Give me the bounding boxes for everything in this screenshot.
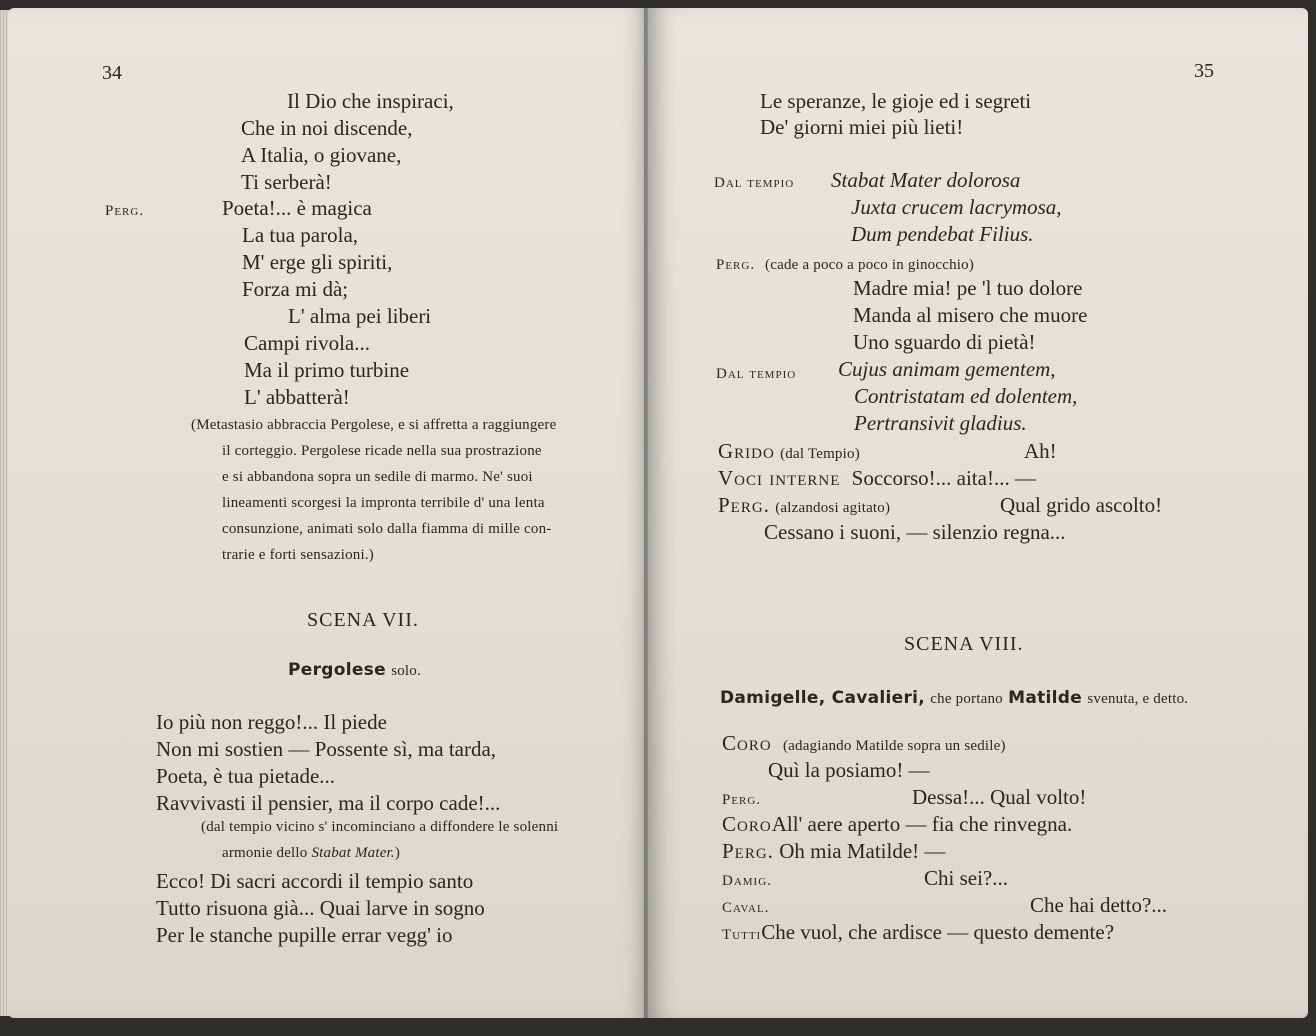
page-number-right: 35 [1194,60,1214,82]
stage-direction: (dal tempio vicino s' incominciano a diffondere le solenni [201,819,559,835]
verse-line: L' abbatterà! [244,385,350,409]
speaker-perg: Perg. [105,203,145,219]
dialogue-text: Chi sei?... [924,866,1008,890]
speaker-caval: Caval. [722,900,770,916]
cast-name-matilde: Matilde [1008,688,1083,708]
verse-line: Manda al misero che muore [853,303,1088,327]
cast-names: Damigelle, Cavalieri, [720,688,926,708]
verse-line: Madre mia! pe 'l tuo dolore [853,276,1083,300]
latin-line: Contristatam ed dolentem, [854,384,1078,408]
verse-line: A Italia, o giovane, [241,143,402,167]
dialogue-text: Oh mia Matilde! — [779,839,946,863]
stage-direction: (Metastasio abbraccia Pergolese, e si affretta a raggiungere [191,417,557,433]
stage-direction: (dal Tempio) [780,446,860,462]
monologue-line: Per le stanche pupille errar vegg' io [156,923,453,947]
verse-line: Forza mi dà; [242,277,349,301]
verse-line: De' giorni miei più lieti! [760,115,964,139]
direction-title: Stabat Mater. [311,845,395,861]
stage-direction: trarie e forti sensazioni.) [222,547,375,563]
stage-direction: (cade a poco a poco in ginocchio) [765,257,975,273]
speaker-line [722,838,945,864]
verse-line: L' alma pei liberi [288,304,432,328]
latin-line: Cujus animam gementem, [838,357,1056,381]
monologue-line: Io più non reggo!... Il piede [156,710,387,734]
speaker-line [722,811,1072,837]
monologue-line: Non mi sostien — Possente sì, ma tarda, [156,737,497,761]
speaker-line [722,919,1114,948]
stage-direction: lineamenti scorgesi la impronta terribile d' una lenta [222,495,545,511]
stage-direction: (adagiando Matilde sopra un sedile) [782,738,1006,754]
dialogue-text: Quì la posiamo! — [768,758,930,782]
verse-line: Poeta!... è magica [222,196,372,220]
verse-line: Uno sguardo di pietà! [853,330,1036,354]
cast-note: solo. [391,663,421,679]
monologue-line: Ravvivasti il pensier, ma il corpo cade!... [156,791,501,815]
latin-line: Pertransivit gladius. [854,411,1027,435]
scene-title-vii: SCENA VII. [307,609,419,631]
speaker-damig: Damig. [722,873,772,889]
scene-title-viii: SCENA VIII. [904,633,1024,655]
stage-direction: consunzione, animati solo dalla fiamma di mille con- [222,521,552,537]
dialogue-text: Dessa!... Qual volto! [912,785,1087,809]
scene-cast [288,655,421,684]
stage-direction: il corteggio. Pergolese ricade nella sua prostrazione [222,443,542,459]
monologue-line: Ecco! Di sacri accordi il tempio santo [156,869,474,893]
verse-line: La tua parola, [242,223,359,247]
cast-name-pergolese: Pergolese [288,660,386,680]
stage-direction: (alzandosi agitato) [775,500,891,516]
speaker-coro: Coro [722,812,772,836]
direction-close: ) [394,845,401,861]
dialogue-text: Soccorso!... aita!... — [851,466,1036,490]
dialogue-text: Che hai detto?... [1030,893,1168,917]
latin-line: Stabat Mater dolorosa [831,168,1021,192]
speaker-perg: Perg. [718,493,770,517]
left-page [8,8,648,1018]
monologue-line: Tutto risuona già... Quai larve in sogno [156,896,485,920]
stage-direction [222,840,400,866]
dialogue-text: All' aere aperto — fia che rinvegna. [771,812,1073,836]
speaker-tutti: Tutti [722,927,762,943]
dialogue-text: Qual grido ascolto! [1000,493,1163,517]
stage-direction: e si abbandona sopra un sedile di marmo. Ne' suoi [222,469,533,485]
speaker-line [718,465,1036,491]
monologue-line: Poeta, è tua pietade... [156,764,336,788]
latin-line: Dum pendebat Filius. [851,222,1034,246]
speaker-perg: Perg. [722,839,774,863]
speaker-dal-tempio: Dal tempio [714,175,795,191]
cast-note: che portano [930,691,1003,707]
speaker-dal-tempio: Dal tempio [716,366,797,382]
verse-line: Ma il primo turbine [244,358,410,382]
speaker-line [718,438,860,467]
speaker-line [718,492,890,521]
scene-cast [720,683,1188,712]
verse-line: Le speranze, le gioje ed i segreti [760,89,1032,113]
verse-line: Campi rivola... [244,331,370,355]
verse-line: Ti serberà! [241,170,332,194]
verse-line: Che in noi discende, [241,116,413,140]
verse-line: M' erge gli spiriti, [242,250,393,274]
verse-line: Il Dio che inspiraci, [287,89,454,113]
page-number-left: 34 [102,62,122,84]
dialogue-text: Che vuol, che ardisce — questo demente? [761,920,1115,944]
dialogue-text: Ah! [1024,439,1057,463]
dialogue-text: Cessano i suoni, — silenzio regna... [764,520,1066,544]
speaker-voci-interne: Voci interne [718,466,841,490]
speaker-coro: Coro [722,731,772,755]
speaker-grido: Grido [718,439,775,463]
speaker-line [722,730,1006,759]
direction-text: armonie dello [222,845,308,861]
latin-line: Juxta crucem lacrymosa, [851,195,1062,219]
speaker-perg: Perg. [716,257,756,273]
speaker-perg: Perg. [722,792,762,808]
right-page [648,8,1308,1018]
cast-note: svenuta, e detto. [1087,691,1189,707]
